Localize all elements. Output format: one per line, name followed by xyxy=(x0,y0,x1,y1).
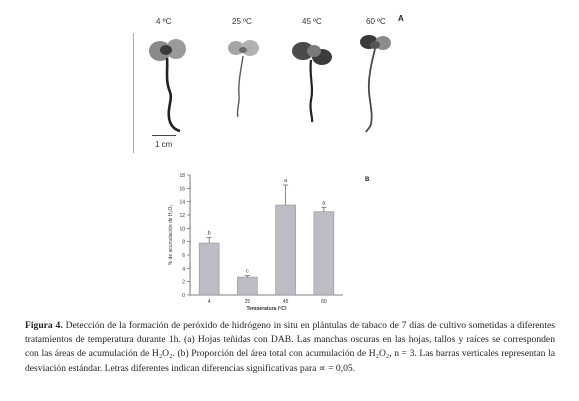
seedling-60c xyxy=(360,35,391,132)
temperature-label-60: 60 ºC xyxy=(366,17,386,26)
y-tick-label: 12 xyxy=(179,213,185,219)
y-tick-label: 16 xyxy=(179,186,185,193)
x-axis-label: Temperatura (ºC) xyxy=(246,306,287,310)
x-tick-label-60: 60 xyxy=(321,299,327,305)
seedling-45c xyxy=(292,42,332,122)
y-axis-label: % de acumulación de H₂O₂ xyxy=(168,204,174,266)
bar-60 xyxy=(314,212,334,295)
bar-45 xyxy=(276,205,296,295)
panel-a-letter: A xyxy=(398,14,404,23)
y-tick-label: 18 xyxy=(179,173,185,179)
figure-caption xyxy=(25,319,555,376)
bar-25 xyxy=(237,277,257,295)
temperature-label-25: 25 ºC xyxy=(232,17,252,26)
scale-bar-label: 1 cm xyxy=(155,140,173,149)
bar-chart xyxy=(163,168,353,310)
seedling-25c xyxy=(228,40,259,117)
panel-b-letter: B xyxy=(365,177,370,183)
x-tick-label-45: 45 xyxy=(282,299,289,305)
y-tick-label: 14 xyxy=(179,199,185,206)
significance-letter-25: c xyxy=(246,268,249,275)
temperature-label-45: 45 ºC xyxy=(302,17,322,26)
temperature-label-4: 4 ºC xyxy=(156,17,172,26)
seedling-4c xyxy=(149,39,186,131)
x-tick-label-25: 25 xyxy=(244,299,251,305)
y-tick-label: 10 xyxy=(179,226,185,233)
x-tick-label-4: 4 xyxy=(207,299,211,305)
y-tick-label: 6 xyxy=(182,253,185,259)
y-tick-label: 0 xyxy=(182,293,185,299)
significance-letter-4: b xyxy=(207,230,211,237)
seedlings-photo xyxy=(0,0,579,160)
caption-text: Detección de la formación de peróxido de hidrógeno in situ en plántulas de tabaco de 7 días de cultivo sometidas a diferentes tratamientos de temperatura durante 1h. (a) Hojas teñidas con DAB. Las manchas oscuras en las hojas, tallos y raíces se corresponden con las áreas de acumulación de H₂O₂. (b) Proporción del área total con acumulación de H₂O₂, n = 3. Las barras verticales representan la desviación estándar. Letras diferentes indican diferencias significativas para ∝ = 0,05. xyxy=(25,320,555,374)
y-tick-label: 2 xyxy=(182,279,185,286)
scale-bar xyxy=(152,135,176,136)
y-tick-label: 4 xyxy=(182,266,185,273)
significance-letter-60: a xyxy=(322,200,326,207)
y-tick-label: 8 xyxy=(182,239,185,246)
figure-label: Figura 4. xyxy=(25,320,63,331)
bar-4 xyxy=(199,243,219,295)
significance-letter-45: a xyxy=(284,178,288,184)
